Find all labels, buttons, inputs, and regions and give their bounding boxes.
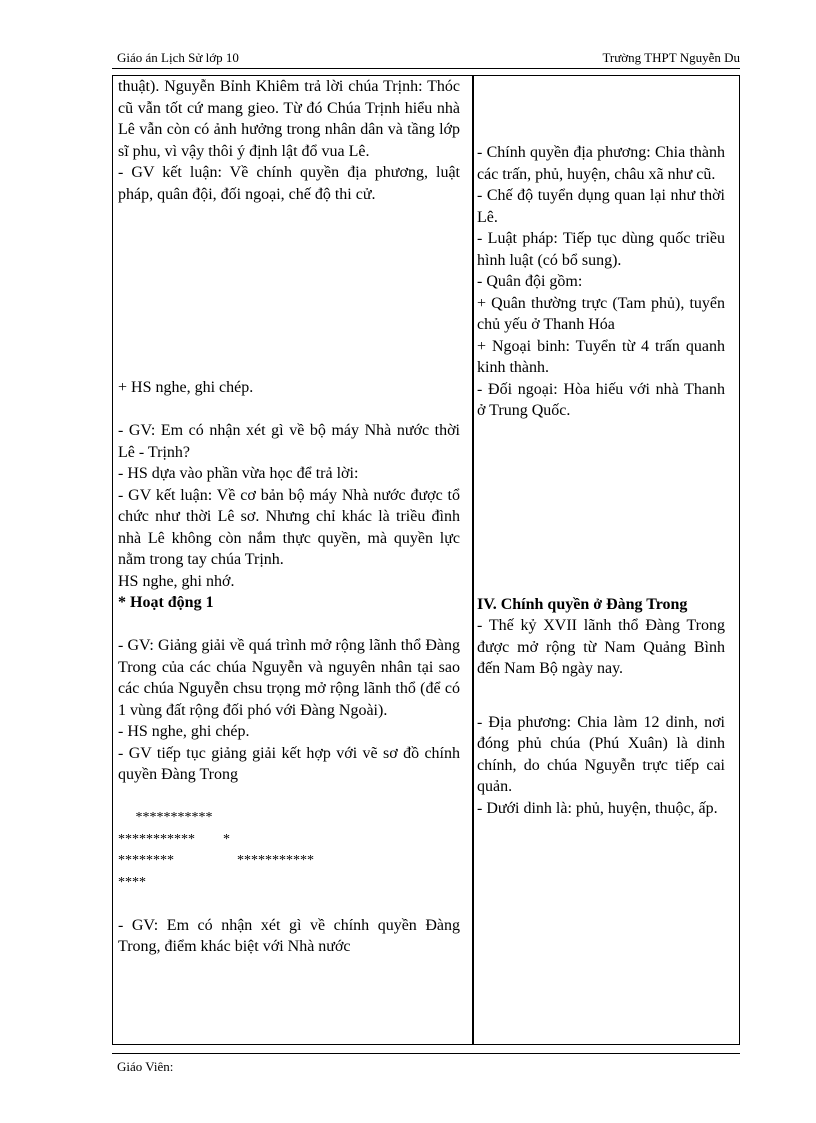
right-paragraph-5: + Quân thường trực (Tam phủ), tuyển chủ yếu ở Thanh Hóa xyxy=(477,294,725,333)
content-column xyxy=(477,76,725,819)
right-paragraph-9: - Thế kỷ XVII lãnh thổ Đàng Trong được mở rộng từ Nam Quảng Bình đến Nam Bộ ngày nay. xyxy=(477,617,725,677)
left-paragraph-9: - GV: Giảng giải về quá trình mở rộng lãnh thổ Đàng Trong của các chúa Nguyễn và nguyên nhân tại sao các chúa Nguyễn chsu trọng mở rộng lãnh thổ (để có 1 vùng đất rộng đối phó với Đàng Ngoài). xyxy=(118,637,460,719)
activities-column xyxy=(118,76,460,958)
right-paragraph-4: - Quân đội gồm: xyxy=(477,273,583,290)
right-paragraph-11: - Dưới dinh là: phủ, huyện, thuộc, ấp. xyxy=(477,799,718,817)
left-paragraph-12: - GV: Em có nhận xét gì về chính quyền Đàng Trong, điểm khác biệt với Nhà nước xyxy=(118,916,460,955)
left-paragraph-7: HS nghe, ghi nhớ. xyxy=(118,572,235,590)
diagram-placeholder-row-3: ******** *********** xyxy=(118,853,314,868)
right-paragraph-7: - Đối ngoại: Hòa hiếu với nhà Thanh ở Trung Quốc. xyxy=(477,380,725,419)
left-paragraph-2: - GV kết luận: Về chính quyền địa phương, luật pháp, quân đội, đối ngoại, chế độ thi cử. xyxy=(118,164,460,203)
column-divider xyxy=(472,76,474,1044)
left-paragraph-5: - HS dựa vào phần vừa học để trả lời: xyxy=(118,465,359,482)
section-heading: IV. Chính quyền ở Đàng Trong xyxy=(477,595,688,613)
lesson-table xyxy=(112,75,740,1045)
right-paragraph-2: - Chế độ tuyển dụng quan lại như thời Lê. xyxy=(477,187,725,226)
diagram-placeholder-row-2: *********** * xyxy=(118,831,230,847)
activity-heading: * Hoạt động 1 xyxy=(118,594,214,611)
header-course-title: Giáo án Lịch Sử lớp 10 xyxy=(117,50,239,65)
diagram-placeholder-row-1: *********** xyxy=(118,810,213,825)
left-paragraph-1: thuật). Nguyễn Bỉnh Khiêm trả lời chúa Trịnh: Thóc cũ vẫn tốt cứ mang gieo. Từ đó Chúa Trịnh hiểu nhà Lê vẫn còn có ảnh hưởng trong nhân dân và tầng lớp sĩ phu, vì vậy thôi ý định lật đổ vua Lê. xyxy=(118,78,460,160)
header-school-name: Trường THPT Nguyễn Du xyxy=(602,50,740,65)
left-paragraph-10: - HS nghe, ghi chép. xyxy=(118,723,250,740)
diagram-placeholder-row-4: **** xyxy=(118,874,146,890)
footer-rule xyxy=(112,1053,740,1054)
right-paragraph-1: - Chính quyền địa phương: Chia thành các trấn, phủ, huyện, châu xã như cũ. xyxy=(477,144,725,183)
left-paragraph-6: - GV kết luận: Về cơ bản bộ máy Nhà nước được tổ chức như thời Lê sơ. Nhưng chỉ khác là triều đình nhà Lê không còn nắm thực quyền, mà quyền lực nằm trong tay chúa Trịnh. xyxy=(118,486,460,568)
page-header xyxy=(112,48,740,68)
right-paragraph-6: + Ngoại binh: Tuyển từ 4 trấn quanh kinh thành. xyxy=(477,337,725,376)
right-paragraph-3: - Luật pháp: Tiếp tục dùng quốc triều hình luật (có bổ sung). xyxy=(477,230,725,269)
right-paragraph-10: - Địa phương: Chia làm 12 dinh, nơi đóng phủ chúa (Phú Xuân) là dinh chính, do chúa Nguyễn trực tiếp cai quản. xyxy=(477,713,725,795)
left-paragraph-4: - GV: Em có nhận xét gì về bộ máy Nhà nước thời Lê - Trịnh? xyxy=(118,422,460,461)
footer-teacher-label: Giáo Viên: xyxy=(117,1059,174,1074)
header-rule xyxy=(112,68,740,69)
left-paragraph-11: - GV tiếp tục giảng giải kết hợp với vẽ sơ đồ chính quyền Đàng Trong xyxy=(118,744,460,783)
left-paragraph-3: + HS nghe, ghi chép. xyxy=(118,379,254,396)
